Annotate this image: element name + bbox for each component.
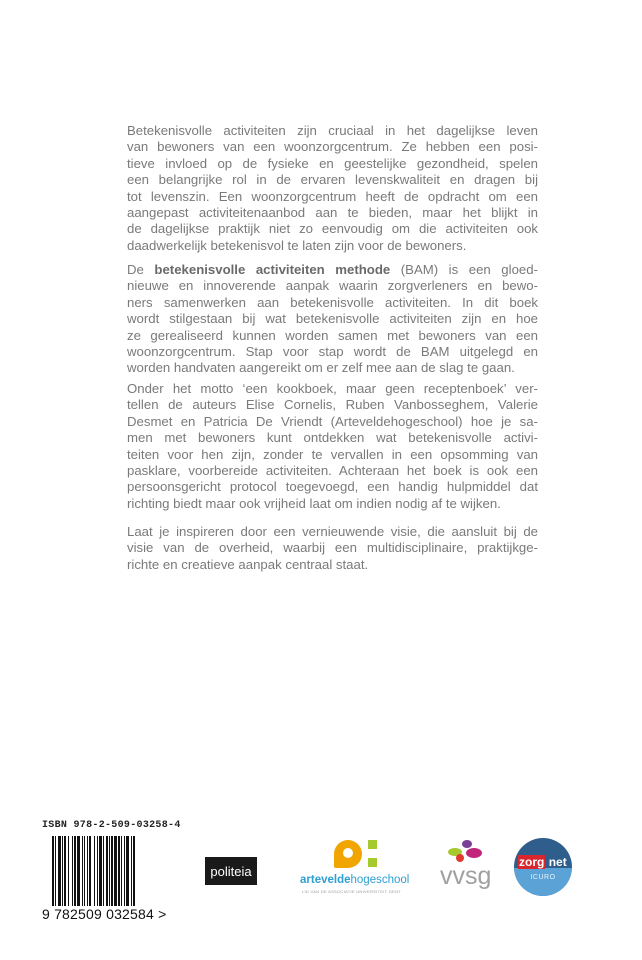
isbn-label: ISBN 978-2-509-03258-4 (42, 820, 181, 831)
barcode-bar (99, 836, 102, 906)
barcode-bar (94, 836, 95, 906)
icuro-text: ICURO (530, 874, 556, 881)
barcode-bar (77, 836, 80, 906)
text-line: Desmet en Patricia De Vriendt (Arteveldehogeschool) hoe je sa- (127, 413, 538, 429)
text-line: teiten voor hen zijn, zonder te vervallen in een opsomming van (127, 446, 538, 462)
vvsg-text: vvsg (440, 862, 492, 890)
artevelde-a-mark (334, 840, 362, 868)
artevelde-name: artevelde (300, 874, 351, 886)
barcode-bar (58, 836, 61, 906)
barcode-bar (72, 836, 73, 906)
artevelde-dot (368, 858, 377, 867)
barcode-bar (124, 836, 125, 906)
text-line: Betekenisvolle activiteiten zijn cruciaal in het dagelijkse leven (127, 123, 538, 138)
barcode-bar (109, 836, 110, 906)
text-line: pasklare, voorbereide activiteiten. Achteraan het boek is ook een (127, 462, 538, 478)
vvsg-petal (456, 854, 464, 862)
barcode-bar (89, 836, 91, 906)
text-line: worden handvaten aangereikt om er zelf mee aan de slag te gaan. (127, 360, 515, 376)
vvsg-logo (440, 838, 500, 896)
barcode-bar (126, 836, 129, 906)
barcode-bar (74, 836, 76, 906)
barcode-bar (111, 836, 113, 906)
text-line: daadwerkelijk betekenisvol te laten zijn voor de bewoners. (127, 237, 467, 253)
text-line: een belangrijke rol in de ervaren levenskwaliteit en dragen bij (127, 172, 538, 188)
text-line: Laat je inspireren door een vernieuwende visie, die aansluit bij de (127, 524, 538, 539)
barcode-bar (103, 836, 104, 906)
barcode-bar (52, 836, 54, 906)
zorgnet-icuro-logo (514, 838, 572, 896)
text-line: richte en creatieve aanpak centraal staat. (127, 556, 369, 572)
text-line: tieve invloed op de fysieke en geestelijke gezondheid, spelen (127, 155, 538, 171)
text-line: woonzorgcentrum. Stap voor stap wordt de BAM uitgelegd en (127, 343, 538, 359)
net-text: net (548, 855, 567, 869)
barcode-bar (82, 836, 83, 906)
barcode-bar (106, 836, 108, 906)
barcode-bar (114, 836, 117, 906)
politeia-logo: politeia (205, 857, 257, 885)
text-line: van bewoners van een woonzorgcentrum. Ze hebben een posi- (127, 139, 538, 155)
barcode-bar (118, 836, 120, 906)
barcode-bar (62, 836, 63, 906)
text-line: nieuwe en innoverende aanpak waarin zorgverleners en bewo- (127, 278, 538, 294)
paragraph-authors (127, 381, 538, 512)
barcode-bar (87, 836, 88, 906)
artevelde-dot (368, 840, 377, 849)
text-line: wordt stilgestaan bij wat betekenisvolle activiteiten zijn en hoe (127, 311, 538, 327)
paragraph-closing (127, 524, 538, 573)
barcode-digits: 9 782509 032584 > (42, 906, 167, 922)
barcode-bar (84, 836, 85, 906)
barcode-bar (133, 836, 135, 906)
zorgnet-lower-band (514, 868, 572, 896)
vvsg-petal (462, 840, 472, 848)
zorg-text: zorg (519, 855, 545, 869)
paragraph-intro (127, 123, 538, 254)
text-line: men met bewoners kunt ontdekken wat betekenisvolle activi- (127, 430, 538, 446)
text-line: tot levenszin. Een woonzorgcentrum heeft de opdracht om een (127, 188, 538, 204)
artevelde-tagline: LID VAN DE ASSOCIATIE UNIVERSITEIT GENT (302, 889, 402, 894)
text-line: Onder het motto ‘een kookboek, maar geen receptenboek’ ver- (127, 381, 538, 396)
text-line: De betekenisvolle activiteiten methode (BAM) is een gloed- (127, 262, 538, 277)
barcode-bar (121, 836, 122, 906)
text-line: richting biedt maar ook vrijheid laat om indien nodig af te wijken. (127, 495, 501, 511)
arteveldehogeschool-logo (300, 836, 424, 896)
vvsg-petal (466, 848, 482, 858)
hogeschool-name: hogeschool (350, 874, 410, 886)
barcode-bar (55, 836, 56, 906)
barcode-bar (131, 836, 132, 906)
text-line: persoonsgericht protocol toegevoegd, een handig hulpmiddel dat (127, 479, 538, 495)
text-line: visie van de overheid, waarbij een multidisciplinaire, praktijkge- (127, 540, 538, 556)
barcode-bar (64, 836, 66, 906)
text-line: tellen de auteurs Elise Cornelis, Ruben Vanbosseghem, Valerie (127, 397, 538, 413)
barcode-bar (97, 836, 98, 906)
text-line: ners samenwerken aan betekenisvolle activiteiten. In dit boek (127, 294, 538, 310)
barcode (52, 836, 170, 916)
text-line: ze gerealiseerd kunnen worden samen met bewoners van een (127, 327, 538, 343)
paragraph-bam (127, 262, 538, 377)
barcode-bar (68, 836, 69, 906)
text-line: aangepast activiteitenaanbod aan te bieden, maar het blijkt in (127, 204, 538, 220)
text-line: de dagelijkse praktijk niet zo eenvoudig om die activiteiten ook (127, 221, 538, 237)
